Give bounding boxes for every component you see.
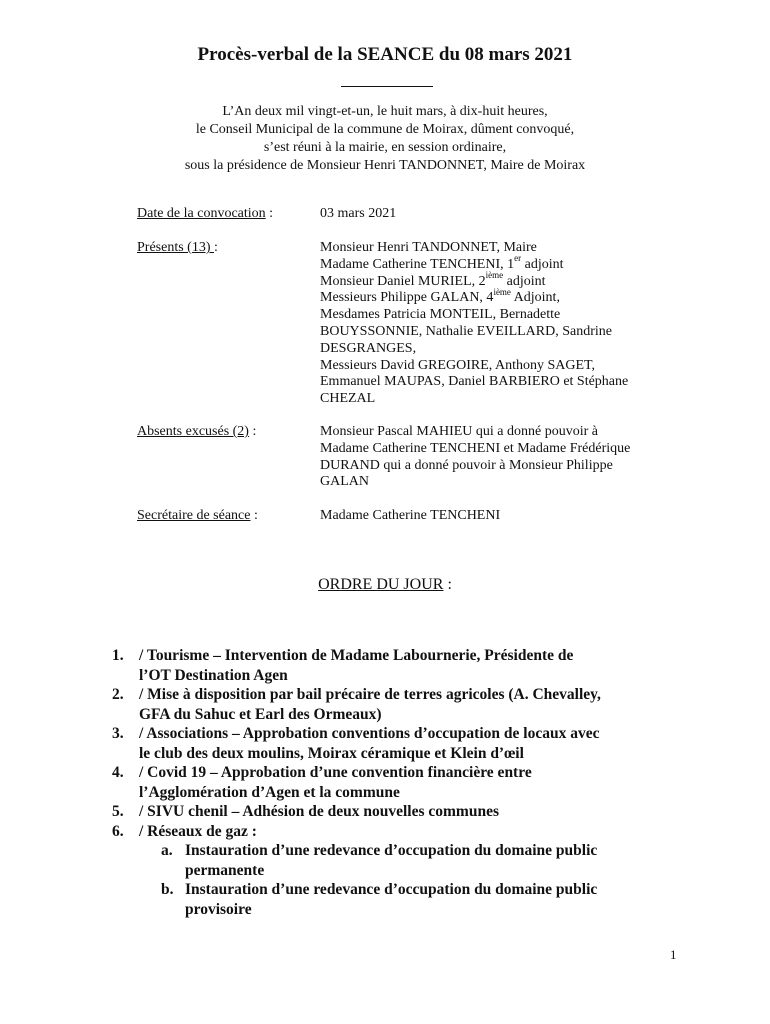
- presents-line-text: Madame Catherine TENCHENI, 1: [320, 256, 515, 272]
- agenda-item-line: / Covid 19 – Approbation d’une convention financière entre: [139, 764, 532, 781]
- presents-line: [320, 341, 690, 358]
- presents-line-text: Monsieur Daniel MURIEL, 2: [320, 273, 486, 289]
- absents-line: GALAN: [320, 474, 369, 490]
- document-title: Procès-verbal de la SEANCE du 08 mars 2021: [197, 44, 573, 65]
- presents-line: [320, 358, 690, 375]
- agenda-item-line: / Réseaux de gaz :: [139, 822, 257, 840]
- agenda-item-number: 2.: [112, 686, 124, 703]
- presents-line-text: BOUYSSONNIE, Nathalie EVEILLARD, Sandrine: [320, 323, 613, 339]
- agenda-item-number: 6.: [112, 822, 124, 840]
- agenda-item-number: 3.: [112, 725, 124, 742]
- absents-list: [320, 424, 690, 491]
- presents-line-text: DESGRANGES,: [320, 340, 417, 356]
- agenda-sub-item-line: permanente: [185, 861, 265, 879]
- presents-line: [320, 374, 690, 391]
- presents-line: [320, 391, 690, 408]
- absents-line: Madame Catherine TENCHENI et Madame Frédérique: [320, 440, 631, 456]
- secretaire-label: [137, 508, 317, 525]
- absents-line: DURAND qui a donné pouvoir à Monsieur Philippe: [320, 457, 613, 473]
- presents-line: [320, 253, 690, 274]
- presents-line-text: Monsieur Henri TANDONNET, Maire: [320, 240, 537, 255]
- title-underline-divider: [341, 86, 433, 87]
- presents-label-text: Présents (13): [137, 240, 214, 255]
- absents-line: Monsieur Pascal MAHIEU qui a donné pouvoir à: [320, 424, 599, 439]
- intro-line: s’est réuni à la mairie, en session ordinaire,: [263, 140, 507, 155]
- agenda-sub-item-line: Instauration d’une redevance d’occupation du domaine public: [185, 881, 598, 898]
- agenda-item-number: 1.: [112, 647, 124, 664]
- agenda-sub-item: [112, 841, 712, 880]
- agenda-sub-item-letter: b.: [161, 881, 174, 898]
- presents-line-sup: ième: [493, 286, 511, 297]
- agenda-item-line: GFA du Sahuc et Earl des Ormeaux): [139, 705, 382, 723]
- convocation-label: [137, 206, 317, 223]
- agenda-item-line: / Tourisme – Intervention de Madame Labournerie, Présidente de: [139, 647, 574, 664]
- presents-line-after: adjoint: [521, 256, 564, 272]
- agenda-item-line: l’OT Destination Agen: [139, 666, 288, 684]
- absents-label: [137, 424, 317, 441]
- secretaire-label-text: Secrétaire de séance: [137, 508, 251, 523]
- agenda-item: [112, 802, 712, 822]
- agenda-sub-item-line: provisoire: [185, 900, 252, 918]
- presents-line-text: Messieurs Philippe GALAN, 4: [320, 290, 494, 306]
- intro-line: le Conseil Municipal de la commune de Moirax, dûment convoqué,: [195, 122, 575, 137]
- absents-label-suffix: :: [248, 424, 257, 439]
- convocation-label-text: Date de la convocation: [137, 206, 266, 221]
- presents-line: [320, 286, 690, 307]
- presents-line-after: Adjoint,: [510, 290, 560, 306]
- presents-label: [137, 240, 317, 257]
- secretaire-label-suffix: :: [250, 508, 258, 523]
- agenda-item: [112, 646, 712, 685]
- convocation-value: 03 mars 2021: [320, 206, 397, 221]
- page-number: 1: [670, 947, 677, 962]
- agenda-item: [112, 822, 712, 842]
- ordre-du-jour-heading: [0, 576, 770, 594]
- agenda-item-line: l’Agglomération d’Agen et la commune: [139, 783, 400, 801]
- agenda-list: [112, 646, 712, 919]
- presents-label-suffix: :: [214, 240, 218, 255]
- agenda-item-line: / SIVU chenil – Adhésion de deux nouvelles communes: [139, 803, 499, 820]
- presents-line: [320, 324, 690, 341]
- agenda-item-number: 4.: [112, 764, 124, 781]
- presents-line-text: Messieurs David GREGOIRE, Anthony SAGET,: [320, 357, 596, 373]
- presents-line-text: CHEZAL: [320, 391, 376, 407]
- presents-line: [320, 307, 690, 324]
- presents-line-sup: ième: [485, 269, 504, 280]
- presents-line-sup: er: [514, 253, 522, 264]
- agenda-item: [112, 763, 712, 802]
- ordre-du-jour-suffix: :: [443, 576, 452, 593]
- presents-list: [320, 240, 690, 408]
- ordre-du-jour-label: ORDRE DU JOUR: [318, 576, 444, 593]
- presents-line: [320, 240, 690, 257]
- agenda-item-line: / Mise à disposition par bail précaire de terres agricoles (A. Chevalley,: [139, 686, 601, 703]
- intro-paragraph: [0, 103, 770, 175]
- convocation-label-suffix: :: [265, 206, 274, 221]
- presents-line-after: adjoint: [503, 273, 546, 289]
- agenda-item-line: le club des deux moulins, Moirax céramique et Klein d’œil: [139, 744, 524, 762]
- agenda-sub-item: [112, 880, 712, 919]
- agenda-item-line: / Associations – Approbation conventions d’occupation de locaux avec: [139, 725, 600, 742]
- agenda-sub-item-letter: a.: [161, 842, 173, 859]
- agenda-item: [112, 685, 712, 724]
- secretaire-value: Madame Catherine TENCHENI: [320, 508, 501, 523]
- presents-line-text: Emmanuel MAUPAS, Daniel BARBIERO et Stéphane: [320, 374, 629, 390]
- agenda-sub-item-line: Instauration d’une redevance d’occupation du domaine public: [185, 842, 598, 859]
- absents-label-text: Absents excusés (2): [137, 424, 249, 439]
- intro-line: sous la présidence de Monsieur Henri TANDONNET, Maire de Moirax: [184, 158, 586, 173]
- agenda-item: [112, 724, 712, 763]
- intro-line: L’An deux mil vingt-et-un, le huit mars, à dix-huit heures,: [222, 104, 548, 119]
- presents-line-text: Mesdames Patricia MONTEIL, Bernadette: [320, 307, 561, 323]
- agenda-item-number: 5.: [112, 803, 124, 820]
